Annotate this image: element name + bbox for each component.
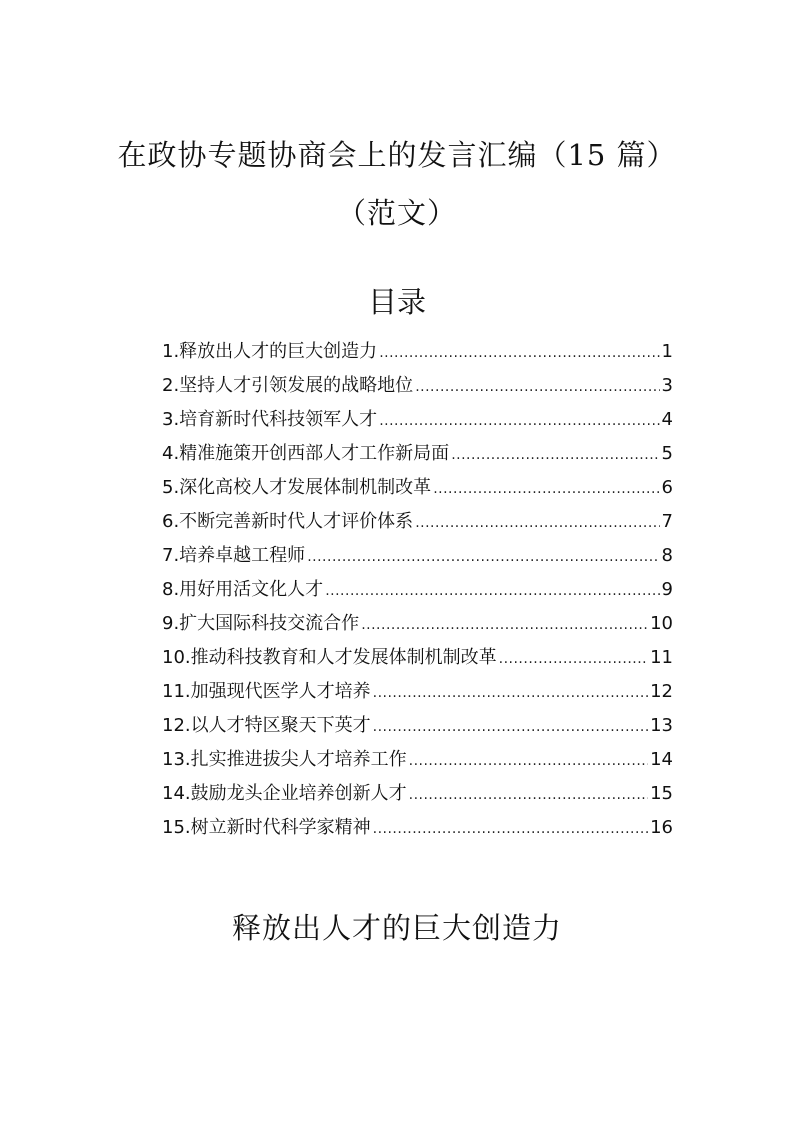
- toc-entry[interactable]: [162, 509, 673, 543]
- toc-leader-dots: [373, 714, 648, 740]
- toc-entry-page: 14: [650, 749, 673, 770]
- toc-entry[interactable]: [162, 747, 673, 781]
- toc-entry-title: 14.鼓励龙头企业培养创新人才: [162, 783, 407, 804]
- toc-entry-page: 13: [650, 715, 673, 736]
- toc-entry-page: 8: [661, 545, 673, 566]
- toc-leader-dots: [361, 612, 648, 638]
- toc-entry[interactable]: [162, 645, 673, 679]
- toc-entry[interactable]: [162, 339, 673, 373]
- toc-leader-dots: [409, 748, 648, 774]
- toc-leader-dots: [373, 816, 648, 842]
- toc-leader-dots: [415, 374, 659, 400]
- toc-entry-page: 7: [661, 511, 673, 532]
- toc-entry[interactable]: [162, 679, 673, 713]
- section-heading: 释放出人才的巨大创造力: [231, 911, 562, 945]
- toc-leader-dots: [379, 408, 659, 434]
- document-subtitle: （范文）: [336, 196, 457, 230]
- toc-entry-title: 6.不断完善新时代人才评价体系: [162, 511, 414, 532]
- toc-entry-title: 10.推动科技教育和人才发展体制机制改革: [162, 647, 497, 668]
- toc-entry[interactable]: [162, 713, 673, 747]
- toc-entry[interactable]: [162, 475, 673, 509]
- document-title: 在政协专题协商会上的发言汇编（15 篇）: [117, 138, 677, 172]
- toc-entry[interactable]: [162, 373, 673, 407]
- toc-entry-title: 9.扩大国际科技交流合作: [162, 613, 360, 634]
- toc-entry-title: 5.深化高校人才发展体制机制改革: [162, 477, 432, 498]
- toc-entry-title: 4.精准施策开创西部人才工作新局面: [162, 443, 450, 464]
- toc-entry-page: 1: [661, 341, 673, 362]
- toc-entry-page: 16: [650, 817, 673, 838]
- toc-entry-title: 8.用好用活文化人才: [162, 579, 324, 600]
- toc-entry-page: 10: [650, 613, 673, 634]
- toc-leader-dots: [433, 476, 659, 502]
- toc-entry[interactable]: [162, 543, 673, 577]
- toc-entry-page: 15: [650, 783, 673, 804]
- toc-entry-title: 15.树立新时代科学家精神: [162, 817, 371, 838]
- toc-entry-page: 12: [650, 681, 673, 702]
- table-of-contents: [162, 339, 673, 849]
- toc-entry-page: 4: [661, 409, 673, 430]
- toc-heading: 目录: [367, 285, 426, 319]
- toc-leader-dots: [451, 442, 659, 468]
- toc-leader-dots: [379, 340, 659, 366]
- toc-leader-dots: [307, 544, 659, 570]
- toc-leader-dots: [325, 578, 659, 604]
- toc-entry-title: 1.释放出人才的巨大创造力: [162, 341, 378, 362]
- toc-entry-page: 11: [650, 647, 673, 668]
- toc-entry[interactable]: [162, 407, 673, 441]
- toc-entry[interactable]: [162, 781, 673, 815]
- toc-entry-page: 5: [661, 443, 673, 464]
- toc-entry-title: 11.加强现代医学人才培养: [162, 681, 371, 702]
- toc-entry-title: 3.培育新时代科技领军人才: [162, 409, 378, 430]
- toc-entry-title: 7.培养卓越工程师: [162, 545, 306, 566]
- toc-entry-page: 3: [661, 375, 673, 396]
- toc-entry[interactable]: [162, 577, 673, 611]
- toc-entry-page: 6: [661, 477, 673, 498]
- toc-leader-dots: [409, 782, 648, 808]
- toc-entry[interactable]: [162, 815, 673, 849]
- toc-entry-page: 9: [661, 579, 673, 600]
- toc-entry-title: 13.扎实推进拔尖人才培养工作: [162, 749, 407, 770]
- toc-entry-title: 2.坚持人才引领发展的战略地位: [162, 375, 414, 396]
- toc-leader-dots: [499, 646, 648, 672]
- toc-leader-dots: [415, 510, 659, 536]
- toc-entry[interactable]: [162, 611, 673, 645]
- toc-entry[interactable]: [162, 441, 673, 475]
- toc-leader-dots: [373, 680, 648, 706]
- toc-entry-title: 12.以人才特区聚天下英才: [162, 715, 371, 736]
